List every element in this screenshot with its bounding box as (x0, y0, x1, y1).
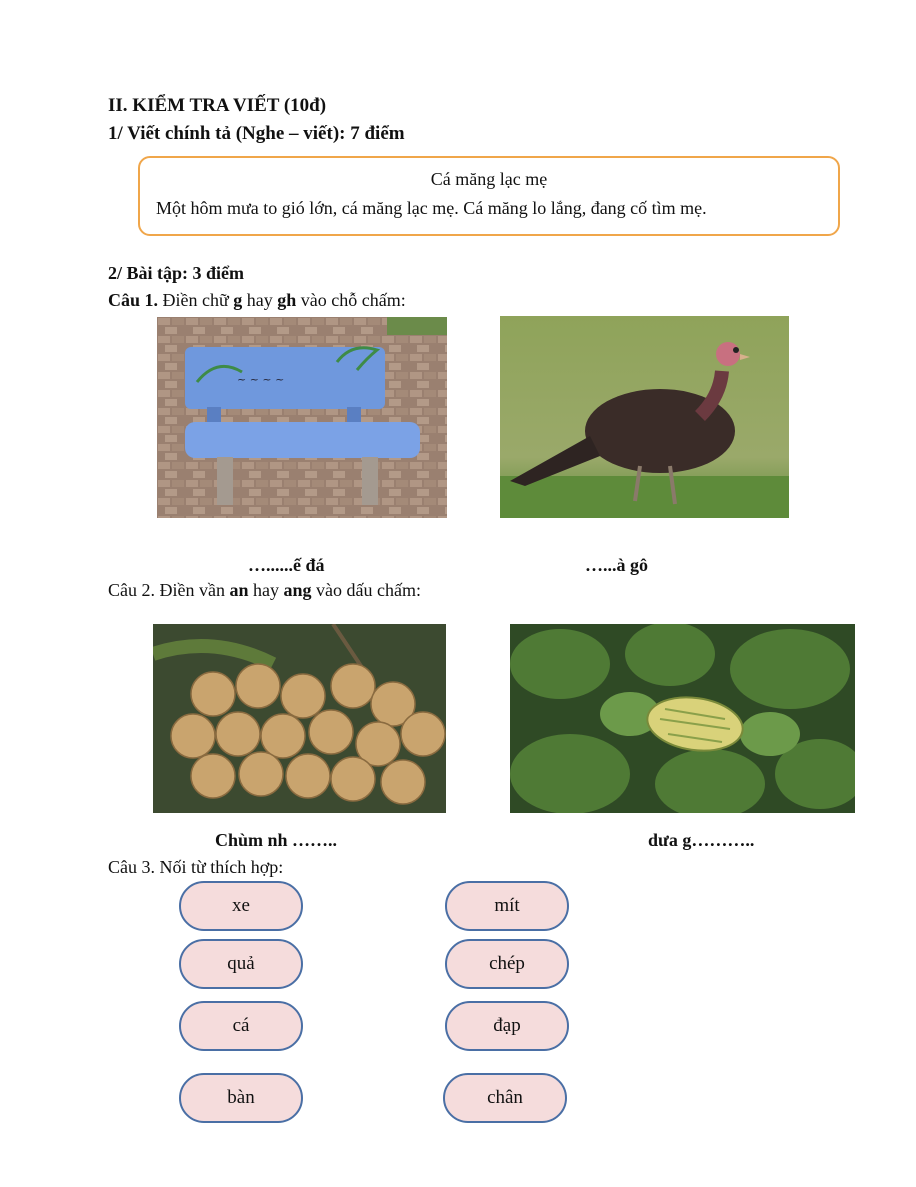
question-2 (108, 580, 421, 601)
svg-text:~ ~ ~ ~: ~ ~ ~ ~ (237, 373, 285, 386)
dictation-title: Cá măng lạc mẹ (430, 169, 548, 189)
question-2-text-b: hay (248, 580, 284, 600)
section-title: II. KIỂM TRA VIẾT (10đ) (108, 95, 327, 116)
question-1-text-c: vào chỗ chấm: (296, 290, 406, 310)
stone-bench-image (157, 317, 447, 518)
question-1-option-gh: gh (277, 290, 297, 310)
match-right-word[interactable]: chép (445, 939, 569, 989)
question-1-label: Câu 1. (108, 290, 159, 310)
question-1 (108, 290, 406, 311)
caption-turkey: …...à gô (585, 555, 648, 575)
melon-image (510, 624, 855, 813)
longan-image (153, 624, 446, 813)
question-1-text-b: hay (242, 290, 278, 310)
question-1-option-g: g (233, 290, 243, 310)
match-right-word[interactable]: chân (443, 1073, 567, 1123)
question-2-option-an: an (229, 580, 249, 600)
match-right-word[interactable]: mít (445, 881, 569, 931)
question-2-option-ang: ang (283, 580, 312, 600)
dictation-box (138, 156, 840, 236)
question-2-text-a: Câu 2. Điền vần (108, 580, 230, 600)
match-left-word[interactable]: cá (179, 1001, 303, 1051)
match-right-word[interactable]: đạp (445, 1001, 569, 1051)
match-left-word[interactable]: xe (179, 881, 303, 931)
caption-melon: dưa g……….. (648, 830, 755, 850)
question-2-text-c: vào dấu chấm: (311, 580, 421, 600)
turkey-image (500, 316, 789, 518)
match-left-word[interactable]: bàn (179, 1073, 303, 1123)
caption-longan: Chùm nh …….. (215, 830, 338, 850)
exercise-heading: 2/ Bài tập: 3 điểm (108, 263, 245, 283)
dictation-text: Một hôm mưa to gió lớn, cá măng lạc mẹ. Cá măng lo lắng, đang cố tìm mẹ. (156, 198, 707, 218)
question-1-text-a: Điền chữ (158, 290, 234, 310)
match-left-word[interactable]: quả (179, 939, 303, 989)
dictation-heading: 1/ Viết chính tả (Nghe – viết): 7 điểm (108, 123, 405, 144)
question-3: Câu 3. Nối từ thích hợp: (108, 857, 284, 877)
caption-bench: …......ế đá (248, 555, 325, 575)
